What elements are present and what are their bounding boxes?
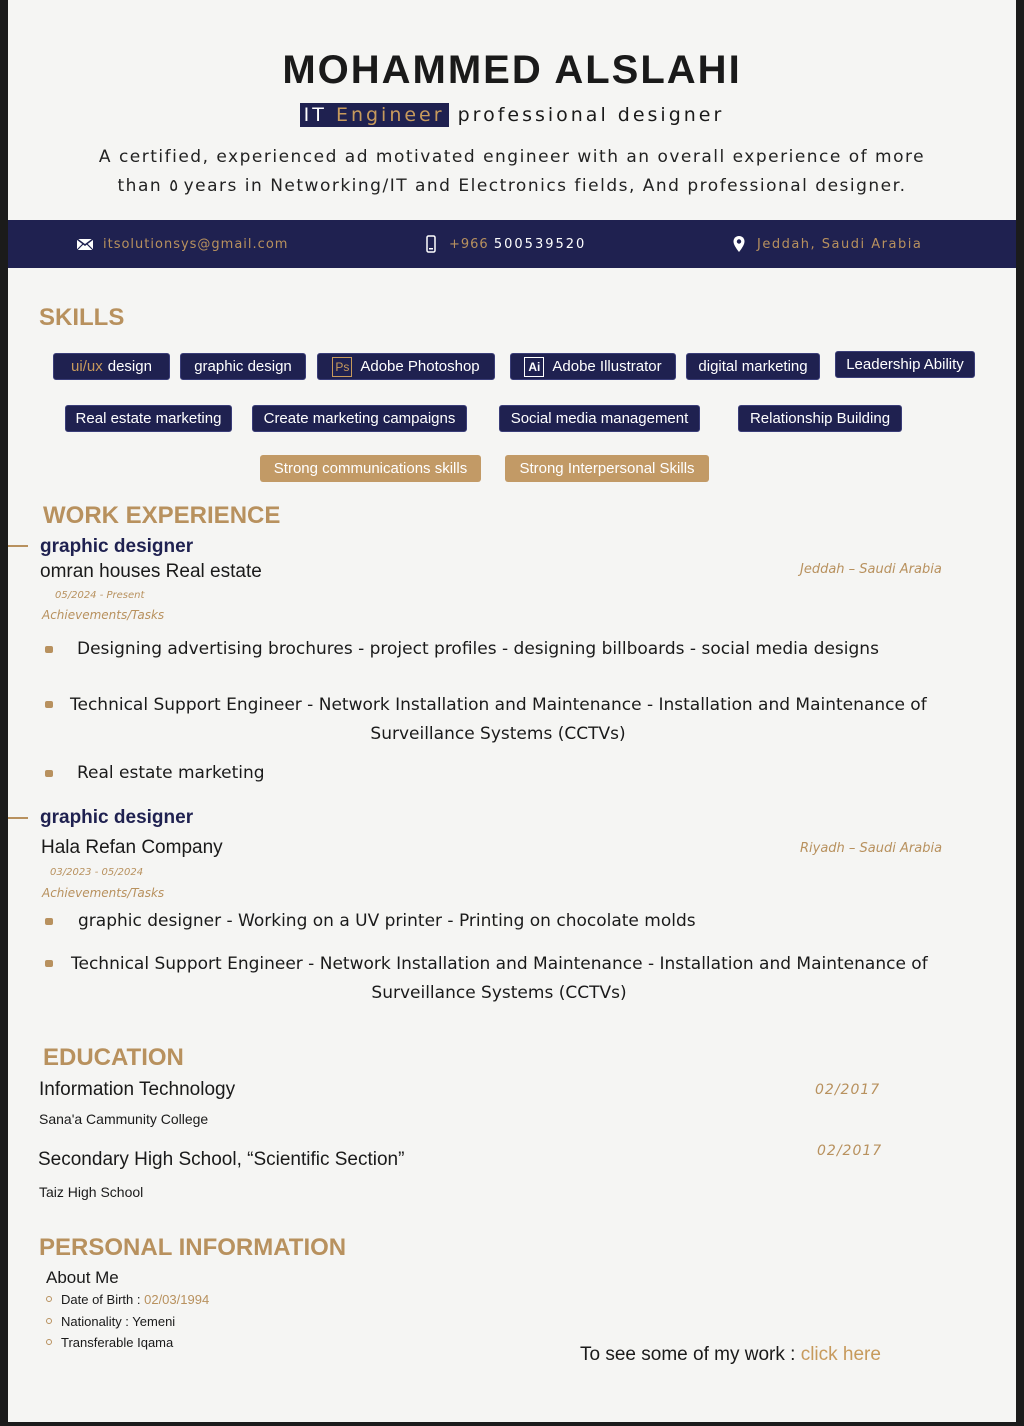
job-1-task-1: Designing advertising brochures - project profiles - designing billboards - social media designs xyxy=(77,639,879,659)
contact-bar xyxy=(8,220,1016,268)
summary-line-2: than ٥ years in Networking/IT and Electronics fields, And professional designer. xyxy=(117,176,907,196)
phone-icon xyxy=(422,235,440,253)
role-line xyxy=(8,104,1016,126)
skill-chip-graphic-design: graphic design xyxy=(180,353,306,380)
education-heading: EDUCATION xyxy=(43,1044,184,1071)
dob-label: Date of Birth : xyxy=(61,1292,141,1307)
job-2-location: Riyadh – Saudi Arabia xyxy=(800,841,943,856)
edu-1-school: Sana'a Cammunity College xyxy=(39,1111,209,1127)
job-1-task-2 xyxy=(70,691,926,749)
location-pin-icon xyxy=(730,235,748,253)
skill-chip-illustrator xyxy=(510,353,676,380)
job-1-achievements-label: Achievements/Tasks xyxy=(42,608,165,622)
phone-code: +966 xyxy=(449,236,489,252)
job-2-task-2-line-1: Technical Support Engineer - Network Installation and Maintenance - Installation and Maintenance of xyxy=(71,954,928,974)
job-1-location: Jeddah – Saudi Arabia xyxy=(800,562,942,577)
role-highlight: Engineer xyxy=(335,104,445,126)
bullet-icon xyxy=(45,646,53,653)
dob-value: 02/03/1994 xyxy=(144,1292,210,1307)
skill-chip-uiux xyxy=(53,353,170,380)
iqama-item: Transferable Iqama xyxy=(61,1335,174,1350)
edu-1-degree: Information Technology xyxy=(39,1079,236,1100)
skill-chip-digital-marketing: digital marketing xyxy=(686,353,820,380)
skill-chip-social-media: Social media management xyxy=(499,405,700,432)
email-text: itsolutionsys@gmail.com xyxy=(103,236,289,252)
job-1-task-3: Real estate marketing xyxy=(77,763,265,783)
portfolio-text: To see some of my work : xyxy=(580,1344,796,1365)
dob-item xyxy=(61,1292,209,1307)
photoshop-icon: Ps xyxy=(332,357,352,377)
skill-chip-campaigns: Create marketing campaigns xyxy=(252,405,467,432)
contact-location xyxy=(730,220,922,268)
skill-photoshop-label: Adobe Photoshop xyxy=(360,358,480,375)
job-2-marker xyxy=(8,817,28,819)
about-me-label: About Me xyxy=(46,1268,119,1287)
role-badge xyxy=(300,103,449,127)
job-2-task-2 xyxy=(71,950,927,1008)
skill-chip-interpersonal: Strong Interpersonal Skills xyxy=(505,455,709,482)
list-ring-icon xyxy=(46,1318,52,1324)
role-rest: professional designer xyxy=(457,104,725,126)
contact-email[interactable] xyxy=(76,220,288,268)
nationality-item: Nationality : Yemeni xyxy=(61,1314,176,1329)
candidate-name: MOHAMMED ALSLAHI xyxy=(282,48,742,92)
skill-chip-communication: Strong communications skills xyxy=(260,455,481,482)
job-1-company: omran houses Real estate xyxy=(40,561,262,582)
edu-2-school: Taiz High School xyxy=(39,1184,144,1200)
resume-page xyxy=(8,0,1016,1422)
job-2-task-2-line-2: Surveillance Systems (CCTVs) xyxy=(371,983,627,1003)
phone-number: 500539520 xyxy=(493,236,587,252)
skill-chip-photoshop xyxy=(317,353,495,380)
role-prefix: IT xyxy=(303,104,327,126)
edu-1-date: 02/2017 xyxy=(815,1082,881,1098)
bullet-icon xyxy=(45,918,53,925)
skills-heading: SKILLS xyxy=(39,304,125,331)
edu-2-degree: Secondary High School, “Scientific Section” xyxy=(38,1149,405,1170)
skill-uiux-prefix: ui/ux xyxy=(71,358,103,375)
job-2-title: graphic designer xyxy=(40,807,194,828)
job-2-dates: 03/2023 - 05/2024 xyxy=(50,867,144,878)
list-ring-icon xyxy=(46,1339,52,1345)
personal-heading: PERSONAL INFORMATION xyxy=(39,1234,347,1261)
job-1-task-2-line-1: Technical Support Engineer - Network Installation and Maintenance - Installation and Maintenance of xyxy=(70,695,927,715)
job-1-dates: 05/2024 - Present xyxy=(55,590,145,601)
experience-heading: WORK EXPERIENCE xyxy=(43,502,281,529)
skill-chip-relationship: Relationship Building xyxy=(738,405,902,432)
contact-phone[interactable] xyxy=(422,220,586,268)
portfolio-line xyxy=(580,1344,881,1366)
job-2-company: Hala Refan Company xyxy=(41,837,223,858)
job-1-title: graphic designer xyxy=(40,536,194,557)
list-ring-icon xyxy=(46,1296,52,1302)
envelope-icon xyxy=(76,235,94,253)
job-2-achievements-label: Achievements/Tasks xyxy=(42,886,165,900)
skill-uiux-rest: design xyxy=(107,358,152,375)
edu-2-date: 02/2017 xyxy=(817,1143,883,1159)
skill-chip-real-estate: Real estate marketing xyxy=(65,405,232,432)
portfolio-link[interactable]: click here xyxy=(800,1344,881,1365)
job-1-task-2-line-2: Surveillance Systems (CCTVs) xyxy=(370,724,626,744)
summary-line-1: A certified, experienced ad motivated engineer with an overall experience of more xyxy=(98,147,926,167)
skill-chip-leadership: Leadership Ability xyxy=(835,351,975,378)
illustrator-icon: Ai xyxy=(524,357,544,377)
bullet-icon xyxy=(45,701,53,708)
bullet-icon xyxy=(45,960,53,967)
job-2-task-1: graphic designer - Working on a UV printer - Printing on chocolate molds xyxy=(78,911,696,931)
location-text: Jeddah, Saudi Arabia xyxy=(757,236,923,252)
job-1-marker xyxy=(8,545,28,547)
skill-illustrator-label: Adobe Illustrator xyxy=(552,358,662,375)
bullet-icon xyxy=(45,770,53,777)
